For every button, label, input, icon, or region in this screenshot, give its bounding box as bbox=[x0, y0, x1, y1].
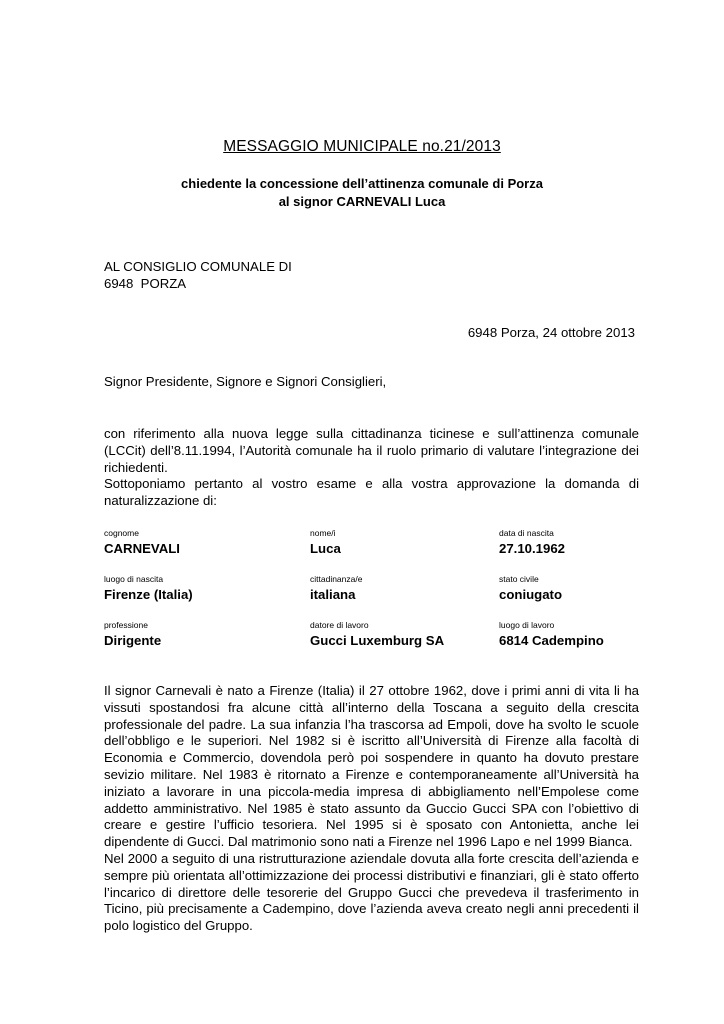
applicant-details bbox=[104, 528, 644, 666]
field-label: nome/i bbox=[310, 528, 336, 538]
subtitle-line-1: chiedente la concessione dell’attinenza comunale di Porza bbox=[181, 176, 543, 191]
details-row bbox=[104, 528, 644, 574]
field-first-name bbox=[310, 528, 499, 574]
field-surname bbox=[104, 528, 310, 574]
intro-paragraph-1: con riferimento alla nuova legge sulla cittadinanza ticinese e sull’attinenza comunale (LCCit) dell’8.11.1994, l’Autorità comunale ha il ruolo primario di valutare l’integrazione dei richiedenti. bbox=[104, 426, 639, 475]
intro-paragraph-2: Sottoponiamo pertanto al vostro esame e alla vostra approvazione la domanda di naturalizzazione di: bbox=[104, 476, 639, 509]
field-employer bbox=[310, 620, 499, 666]
subtitle-line-2: al signor CARNEVALI Luca bbox=[278, 194, 446, 209]
biography-paragraph-2: Nel 2000 a seguito di una ristrutturazione aziendale dovuta alla forte crescita dell’azienda e sempre più orientata all’ottimizzazione dei processi distributivi e finanziari, gli è stato offerto l’incarico di direttore delle tesorerie del Gruppo Gucci che prevedeva il trasferimento in Ticino, più precisamente a Cadempino, dove l’azienda aveva creato negli anni precedenti il polo logistico del Gruppo. bbox=[104, 850, 639, 934]
field-label: luogo di lavoro bbox=[499, 620, 555, 630]
field-label: stato civile bbox=[499, 574, 539, 584]
field-workplace bbox=[499, 620, 644, 666]
intro-text bbox=[104, 426, 639, 510]
field-value: Firenze (Italia) bbox=[104, 587, 193, 602]
recipient-address bbox=[104, 258, 292, 292]
document-subtitle bbox=[0, 175, 724, 211]
field-value: coniugato bbox=[499, 587, 563, 602]
salutation: Signor Presidente, Signore e Signori Consiglieri, bbox=[104, 374, 387, 389]
field-value: Gucci Luxemburg SA bbox=[310, 633, 445, 648]
field-value: 6814 Cadempino bbox=[499, 633, 604, 648]
biography-paragraph-1: Il signor Carnevali è nato a Firenze (Italia) il 27 ottobre 1962, dove i primi anni di vita li ha vissuti spostandosi fra alcune città all’interno della Toscana a seguito della crescita professionale del padre. La sua infanzia l’ha trascorsa ad Empoli, dove ha svolto le scuole dell’obbligo e le superiori. Nel 1982 si è iscritto all’Università di Firenze alla facoltà di Economia e Commercio, dovendola però poi sospendere in quanto ha dovuto prestare sevizio militare. Nel 1983 è ritornato a Firenze e contemporaneamente all’Università ha iniziato a lavorare in una piccola-media impresa di abbigliamento nell’Empolese come addetto amministrativo. Nel 1985 è stato assunto da Guccio Gucci SPA con l’obiettivo di creare e gestire l’ufficio tesoriera. Nel 1995 si è sposato con Antonietta, anche lei dipendente di Gucci. Dal matrimonio sono nati a Firenze nel 1996 Lapo e nel 1999 Bianca. bbox=[104, 683, 639, 850]
field-value: CARNEVALI bbox=[104, 541, 180, 556]
field-birth-date bbox=[499, 528, 644, 574]
field-birth-place bbox=[104, 574, 310, 620]
details-row bbox=[104, 574, 644, 620]
field-profession bbox=[104, 620, 310, 666]
letter-date: 6948 Porza, 24 ottobre 2013 bbox=[467, 325, 635, 340]
field-label: professione bbox=[104, 620, 148, 630]
field-value: Dirigente bbox=[104, 633, 162, 648]
field-marital-status bbox=[499, 574, 644, 620]
recipient-line-2: 6948 PORZA bbox=[104, 276, 187, 291]
field-label: cittadinanza/e bbox=[310, 574, 363, 584]
biography-text bbox=[104, 683, 639, 935]
field-citizenship bbox=[310, 574, 499, 620]
document-title: MESSAGGIO MUNICIPALE no.21/2013 bbox=[223, 138, 501, 155]
field-value: italiana bbox=[310, 587, 356, 602]
field-label: luogo di nascita bbox=[104, 574, 164, 584]
details-row bbox=[104, 620, 644, 666]
field-label: data di nascita bbox=[499, 528, 554, 538]
field-value: 27.10.1962 bbox=[499, 541, 566, 556]
field-value: Luca bbox=[310, 541, 341, 556]
recipient-line-1: AL CONSIGLIO COMUNALE DI bbox=[104, 259, 292, 274]
field-label: datore di lavoro bbox=[310, 620, 369, 630]
field-label: cognome bbox=[104, 528, 139, 538]
